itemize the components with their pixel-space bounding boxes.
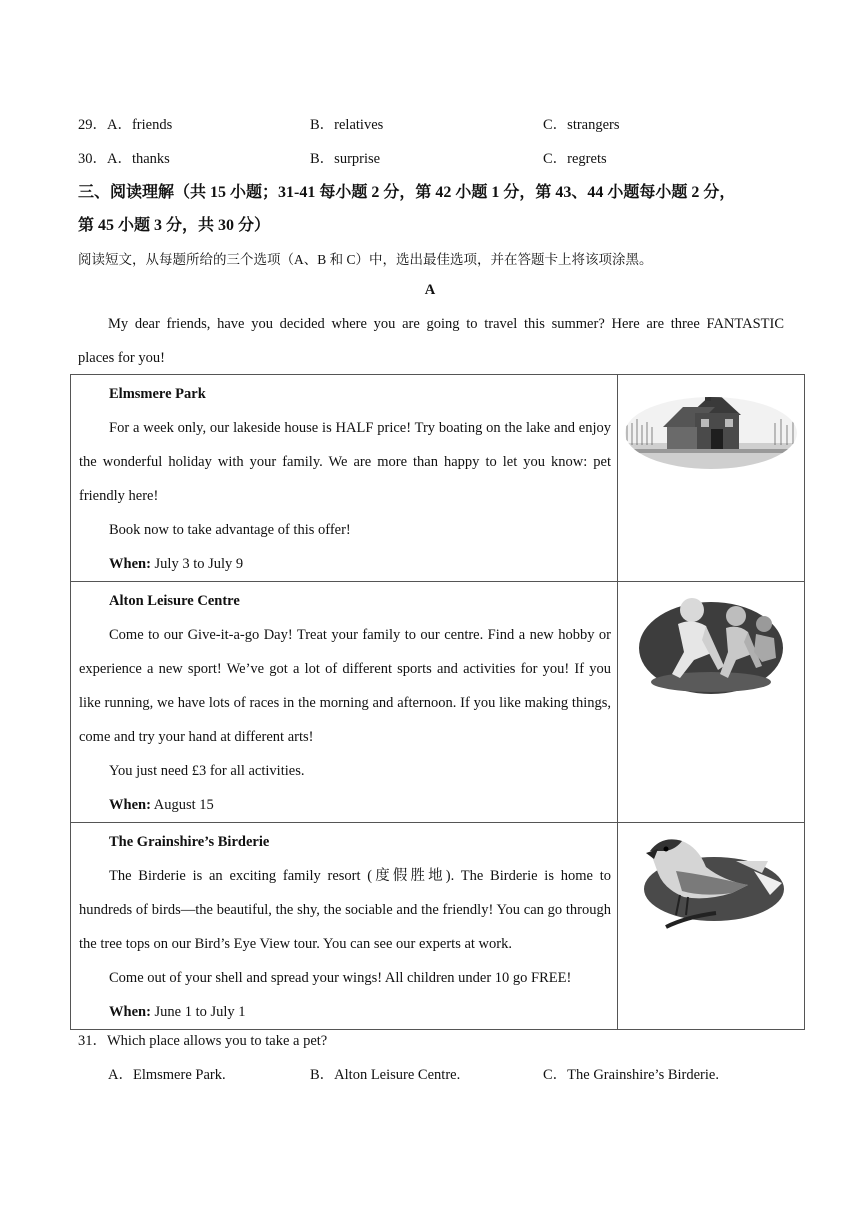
place-row-elmsmere (71, 375, 805, 582)
option-c: C．regrets (543, 151, 607, 167)
place-text-cell (71, 375, 618, 582)
section-title-line2: 第 45 小题 3 分，共 30 分） (78, 217, 271, 234)
place-paragraph: Come to our Give-it-a-go Day! Treat your family to our centre. Find a new hobby or experience a new sport! We’ve got a lot of different sports and activities for you! If you like running, we have lots of races in the morning and afternoon. If you like making things, come and try your hand at different arts! (79, 627, 611, 745)
question-number: 29． (78, 117, 107, 133)
place-paragraph: The Birderie is an exciting family resort (度假胜地). The Birderie is home to hundreds of birds—the beautiful, the shy, the sociable and the friendly! You can go through the tree tops on our Bird’s Eye View tour. You can see our experts at work. (79, 868, 611, 952)
place-name: The Grainshire’s Birderie (109, 834, 270, 850)
place-paragraph: Book now to take advantage of this offer! (109, 522, 351, 538)
place-paragraph: For a week only, our lakeside house is HALF price! Try boating on the lake and enjoy the wonderful holiday with your family. We are more than happy to let you know: pet friendly here! (79, 420, 611, 504)
places-table (70, 374, 805, 1030)
place-when (79, 995, 611, 1029)
place-text-cell (71, 823, 618, 1030)
place-image-cell (618, 375, 805, 582)
when-value: June 1 to July 1 (150, 1004, 246, 1020)
place-when (79, 788, 611, 822)
place-row-birderie (71, 823, 805, 1030)
place-row-alton (71, 582, 805, 823)
option-c: C．strangers (543, 117, 620, 133)
place-when (79, 547, 611, 581)
question-29 (78, 113, 172, 134)
question-30 (78, 147, 170, 168)
place-name: Alton Leisure Centre (109, 593, 240, 609)
intro-line-1: My dear friends, have you decided where you are going to travel this summer? Here are three FANTASTIC (108, 316, 784, 332)
option-a: A．thanks (107, 151, 170, 167)
place-image-cell (618, 582, 805, 823)
question-number: 30． (78, 151, 107, 167)
when-label: When: (109, 1004, 151, 1020)
option-a: A．friends (107, 117, 173, 133)
option-c: C．The Grainshire’s Birderie. (543, 1067, 719, 1083)
when-value: July 3 to July 9 (150, 556, 244, 572)
option-b: B．surprise (310, 151, 381, 167)
when-label: When: (109, 797, 151, 813)
option-b: B．Alton Leisure Centre. (310, 1067, 461, 1083)
when-label: When: (109, 556, 151, 572)
option-b: B．relatives (310, 117, 384, 133)
place-text-cell (71, 582, 618, 823)
lakeside-house-image (623, 383, 799, 479)
bird-image (636, 831, 786, 931)
place-paragraph: You just need £3 for all activities. (109, 763, 305, 779)
runners-image (636, 590, 786, 700)
question-31-stem: 31．Which place allows you to take a pet? (78, 1033, 328, 1049)
section-title-line1: 三、阅读理解（共 15 小题；31-41 每小题 2 分，第 42 小题 1 分，第 43、44 小题每小题 2 分， (78, 184, 736, 201)
place-paragraph: Come out of your shell and spread your wings! All children under 10 go FREE! (109, 970, 572, 986)
option-a: A．Elmsmere Park. (108, 1067, 226, 1083)
passage-label: A (424, 282, 436, 298)
place-image-cell (618, 823, 805, 1030)
when-value: August 15 (150, 797, 214, 813)
place-name: Elmsmere Park (109, 386, 206, 402)
intro-line-2: places for you! (78, 350, 165, 366)
section-instruction: 阅读短文，从每题所给的三个选项（A、B 和 C）中，选出最佳选项，并在答题卡上将该项涂黑。 (78, 252, 653, 267)
